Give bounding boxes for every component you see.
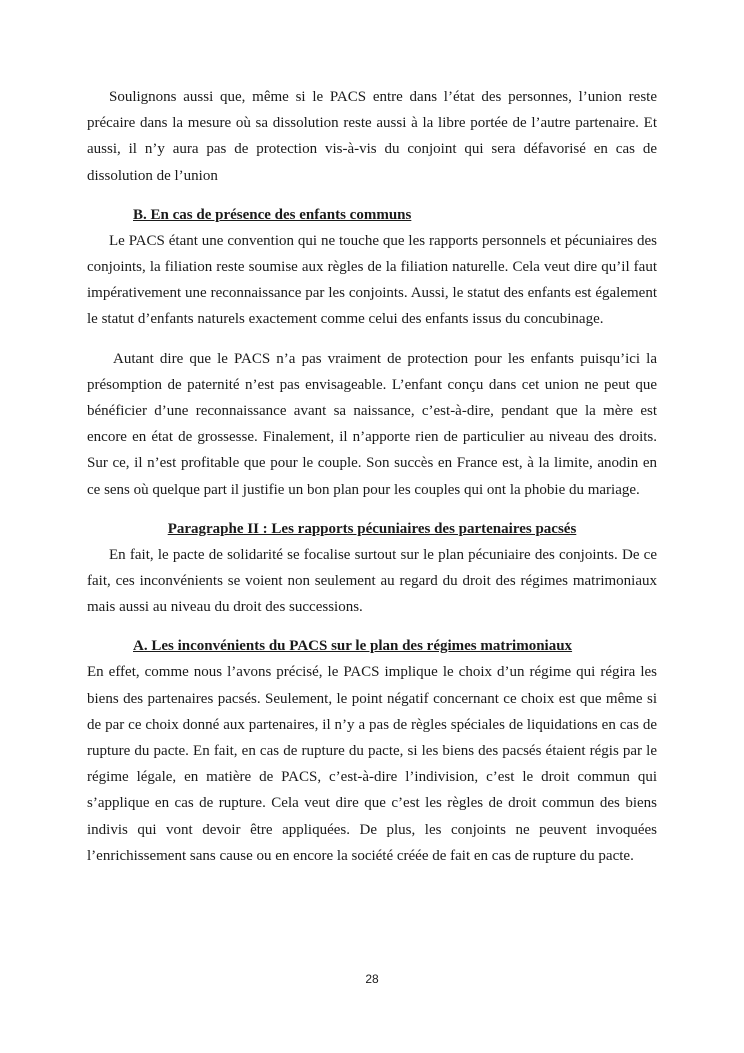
paragraph-plan-pecuniaire: En fait, le pacte de solidarité se focalise surtout sur le plan pécuniaire des conjoints. De ce fait, ces inconvénients se voient non seulement au regard du droit des régimes matrimoniaux mais aussi au niveau du droit des successions. [87, 546, 657, 616]
section-heading-a-regimes-matrimoniaux: A. Les inconvénients du PACS sur le plan des régimes matrimoniaux [133, 638, 573, 655]
paragraph-protection-enfants: Autant dire que le PACS n’a pas vraiment de protection pour les enfants puisqu’ici la présomption de paternité n’est pas envisageable. L’enfant conçu dans cet union ne peut que bénéficier d’une reconnaissance avant sa naissance, c’est-à-dire, pendant que la mère est encore en état de grossesse. Finalement, il n’apporte rien de particulier au niveau des droits. Sur ce, il n’est profitable que pour le couple. Son succès en France est, à la limite, anodin en ce sens où quelque part il justifie un bon plan pour les couples qui ont la phobie du mariage. [87, 350, 657, 498]
page-number: 28 [365, 972, 379, 986]
document-body [87, 84, 657, 869]
section-heading-paragraphe-ii: Paragraphe II : Les rapports pécuniaires des partenaires pacsés [167, 520, 577, 537]
paragraph-regime-indivision: En effet, comme nous l’avons précisé, le PACS implique le choix d’un régime qui régira les biens des partenaires pacsés. Seulement, le point négatif concernant ce choix est que même si de par ce choix donné aux partenaires, il n’y a pas de règles spéciales de liquidations en cas de rupture du pacte. En fait, en cas de rupture du pacte, si les biens des pacsés étaient régis par le régime légale, en matière de PACS, c’est-à-dire l’indivision, c’est le droit commun qui s’applique en cas de rupture. Cela veut dire que c’est les règles de droit commun des biens indivis qui vont devoir être appliquées. De plus, les conjoints ne peuvent invoquées l’enrichissement sans cause ou en encore la société créée de fait en cas de rupture du pacte. [87, 664, 657, 864]
paragraph-pacs-union-precaire: Soulignons aussi que, même si le PACS entre dans l’état des personnes, l’union reste précaire dans la mesure où sa dissolution reste aussi à la libre portée de l’autre partenaire. Et aussi, il n’y aura pas de protection vis-à-vis du conjoint qui sera défavorisé en cas de dissolution de l’union [87, 89, 657, 184]
section-heading-b-enfants-communs: B. En cas de présence des enfants communs [133, 206, 412, 223]
paragraph-filiation: Le PACS étant une convention qui ne touche que les rapports personnels et pécuniaires des conjoints, la filiation reste soumise aux règles de la filiation naturelle. Cela veut dire qu’il faut impérativement une reconnaissance par les conjoints. Aussi, le statut des enfants est également le statut d’enfants naturels exactement comme celui des enfants issus du concubinage. [87, 232, 657, 328]
